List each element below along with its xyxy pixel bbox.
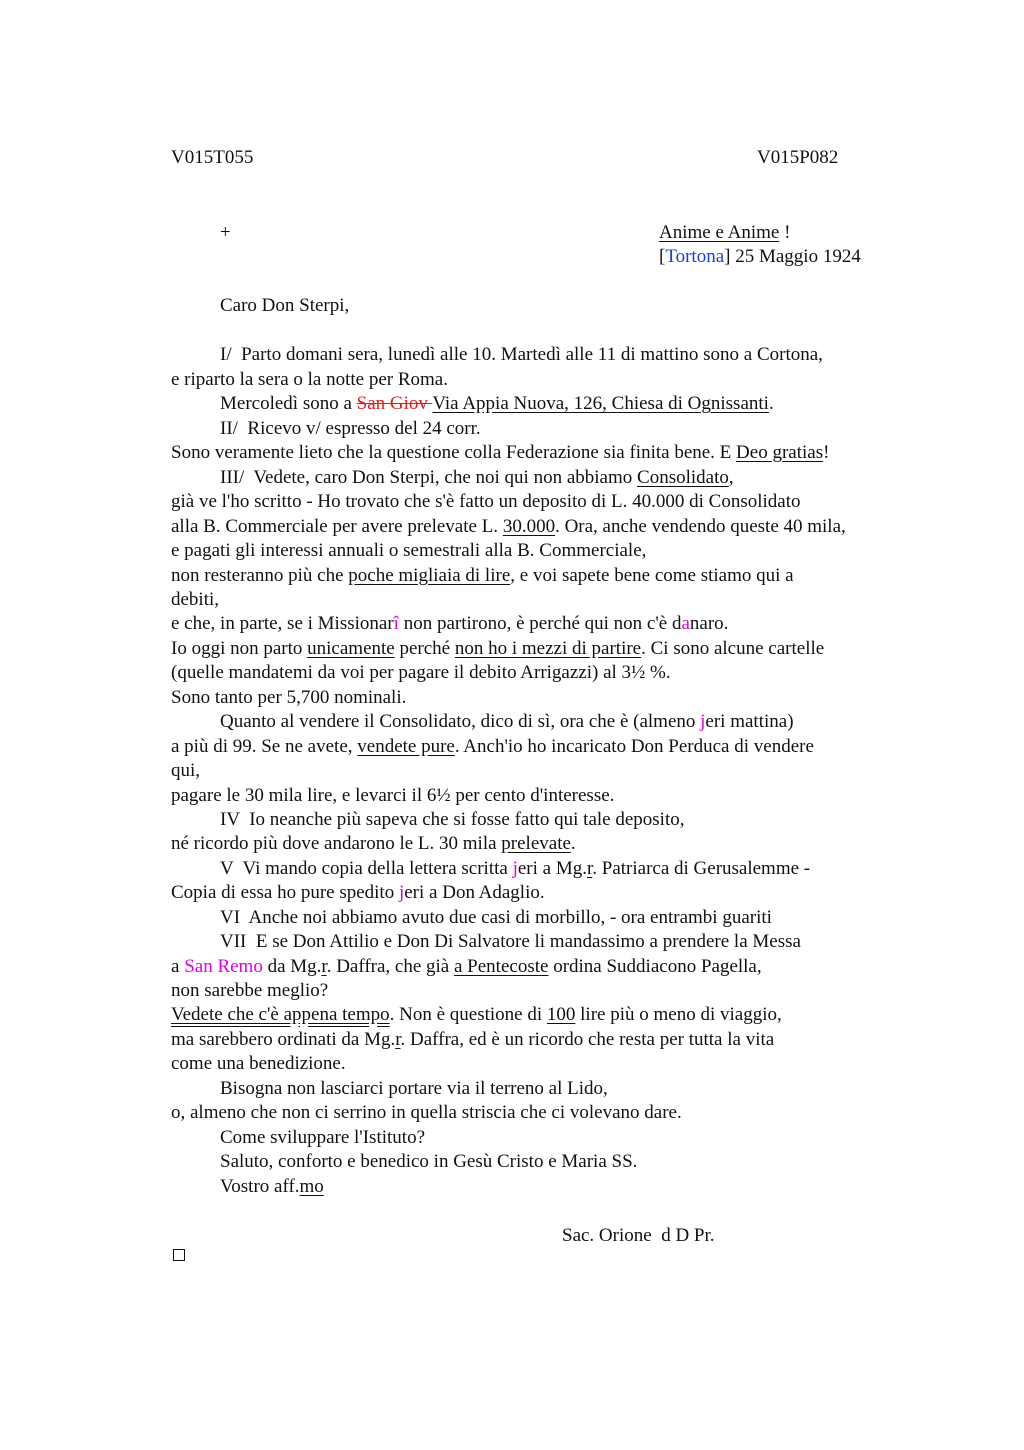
cross-sign: +	[220, 222, 231, 243]
text-line	[220, 466, 734, 490]
text-run: a più di 99. Se ne avete,	[171, 736, 358, 757]
text-run: . Ora, anche vendendo queste 40 mila,	[555, 516, 846, 537]
text-line	[171, 955, 762, 979]
text-run: ma sarebbero ordinati da Mg.	[171, 1029, 396, 1050]
underlined-text: Consolidato	[637, 467, 729, 488]
text-run: . Patriarca di Gerusalemme -	[592, 858, 811, 879]
text-run: .	[768, 393, 774, 414]
signature: Sac. Orione d D Pr.	[562, 1225, 715, 1246]
text-run: V Vi mando copia della lettera scritta	[220, 858, 513, 879]
text-run: eri a Mg.	[517, 858, 587, 879]
text-line: (quelle mandatemi da voi per pagare il debito Arrigazzi) al 3½ %.	[171, 662, 671, 683]
underlined-text: prelevate	[501, 833, 571, 854]
text-line	[220, 392, 774, 416]
underlined-text: r	[395, 1029, 401, 1050]
text-run: . Daffra, ed è un ricordo che resta per tutta la vita	[400, 1029, 775, 1050]
text-line	[171, 832, 576, 856]
text-run: non resteranno più che	[171, 565, 349, 586]
underlined-text: non ho i mezzi di partire	[454, 638, 642, 659]
title-exclamation: !	[779, 222, 791, 243]
text-run: . Daffra, che già	[326, 956, 454, 977]
text-run: eri a Don Adaglio.	[404, 882, 545, 903]
text-run: Copia di essa ho pure spedito	[171, 882, 399, 903]
magenta-text: î	[393, 613, 399, 634]
text-line: e pagati gli interessi annuali o semestrali alla B. Commerciale,	[171, 540, 647, 561]
text-line: VI Anche noi abbiamo avuto due casi di morbillo, - ora entrambi guariti	[220, 907, 772, 928]
magenta-text: San Remo	[184, 956, 263, 977]
text-run: Io oggi non parto	[171, 638, 308, 659]
bracket-open: [	[659, 246, 666, 267]
text-run: . Anch'io ho incaricato Don Perduca di vendere	[454, 736, 814, 757]
text-line	[220, 857, 810, 881]
underlined-text: 100	[546, 1004, 576, 1025]
underlined-text: Deo gratias	[736, 442, 824, 463]
text-line: qui,	[171, 760, 201, 781]
underlined-text: 30.000	[502, 516, 556, 537]
code-right: V015P082	[757, 147, 839, 168]
text-run: non partirono, è perché qui non c'è d	[398, 613, 682, 634]
text-run: eri mattina)	[705, 711, 794, 732]
text-line	[171, 515, 846, 539]
magenta-text: j	[512, 858, 518, 879]
underlined-text: vendete pure	[357, 736, 455, 757]
underlined-text: a Pentecoste	[454, 956, 549, 977]
text-line	[171, 1028, 774, 1052]
text-run: . Non è questione di	[389, 1004, 547, 1025]
title-text: Anime e Anime	[659, 222, 780, 243]
text-run: e che, in parte, se i Missionar	[171, 613, 394, 634]
place-name: Tortona	[665, 246, 725, 267]
text-run: Sono veramente lieto che la questione colla Federazione sia finita bene. E	[171, 442, 737, 463]
magenta-text: j	[700, 711, 706, 732]
text-run: a	[171, 956, 185, 977]
text-line: debiti,	[171, 589, 220, 610]
text-run: !	[823, 442, 830, 463]
text-line: IV Io neanche più sapeva che si fosse fatto qui tale deposito,	[220, 809, 685, 830]
salutation: Caro Don Sterpi,	[220, 295, 350, 316]
text-run: né ricordo più dove andarono le L. 30 mila	[171, 833, 502, 854]
text-run: lire più o meno di viaggio,	[575, 1004, 782, 1025]
text-line	[171, 612, 728, 636]
underlined-text: r	[321, 956, 327, 977]
text-line	[171, 735, 814, 759]
text-run: , e voi sapete bene come stiamo qui a	[510, 565, 794, 586]
text-line	[171, 564, 794, 588]
underlined-text: poche migliaia di lire	[348, 565, 511, 586]
text-line	[171, 881, 545, 905]
text-line: pagare le 30 mila lire, e levarci il 6½ per cento d'interesse.	[171, 785, 615, 806]
text-run: perché	[394, 638, 455, 659]
closing-line	[220, 1175, 324, 1199]
square-icon	[173, 1249, 185, 1261]
underlined-text: Via Appia Nuova, 126, Chiesa di Ognissanti	[432, 393, 769, 414]
text-run: alla B. Commerciale per avere prelevate L.	[171, 516, 503, 537]
bracket-close: ]	[724, 246, 731, 267]
letter-title	[659, 221, 790, 245]
magenta-text: j	[398, 882, 405, 903]
place-date	[659, 245, 861, 269]
text-line: o, almeno che non ci serrino in quella striscia che ci volevano dare.	[171, 1102, 682, 1123]
text-line: e riparto la sera o la notte per Roma.	[171, 369, 448, 390]
text-run: .	[570, 833, 576, 854]
text-line: Come sviluppare l'Istituto?	[220, 1127, 426, 1148]
text-run: naro.	[689, 613, 729, 634]
underlined-text: r	[586, 858, 593, 879]
underlined-text: unicamente	[307, 638, 395, 659]
text-run: da Mg.	[262, 956, 322, 977]
underlined-text: mo	[299, 1176, 324, 1197]
text-run: III/ Vedete, caro Don Sterpi, che noi qui non abbiamo	[220, 467, 638, 488]
text-line: come una benedizione.	[171, 1053, 346, 1074]
text-line	[171, 441, 829, 465]
text-line: già ve l'ho scritto - Ho trovato che s'è fatto un deposito di L. 40.000 di Consolidato	[171, 491, 801, 512]
text-run: . Ci sono alcune cartelle	[641, 638, 825, 659]
code-left: V015T055	[171, 147, 254, 168]
text-line: II/ Ricevo v/ espresso del 24 corr.	[220, 418, 481, 439]
text-run: Mercoledì sono a	[220, 393, 357, 414]
text-run: ,	[728, 467, 734, 488]
text-line: VII E se Don Attilio e Don Di Salvatore li mandassimo a prendere la Messa	[220, 931, 801, 952]
text-run: Vostro aff.	[220, 1176, 300, 1197]
text-run: Quanto al vendere il Consolidato, dico di sì, ora che è (almeno	[220, 711, 701, 732]
text-line: non sarebbe meglio?	[171, 980, 329, 1001]
text-line	[171, 637, 824, 661]
text-line: Bisogna non lasciarci portare via il terreno al Lido,	[220, 1078, 608, 1099]
text-line: Saluto, conforto e benedico in Gesù Cristo e Maria SS.	[220, 1151, 638, 1172]
text-run: ordina Suddiacono Pagella,	[548, 956, 762, 977]
text-line	[220, 710, 794, 734]
double-underlined-text: Vedete che c'è appena tempo	[171, 1004, 390, 1025]
text-line	[171, 1003, 782, 1027]
struck-text: San Giov	[356, 393, 433, 414]
magenta-text: a	[681, 613, 690, 634]
text-line: I/ Parto domani sera, lunedì alle 10. Martedì alle 11 di mattino sono a Cortona,	[220, 344, 823, 365]
text-line: Sono tanto per 5,700 nominali.	[171, 687, 407, 708]
date-text: 25 Maggio 1924	[730, 246, 861, 267]
